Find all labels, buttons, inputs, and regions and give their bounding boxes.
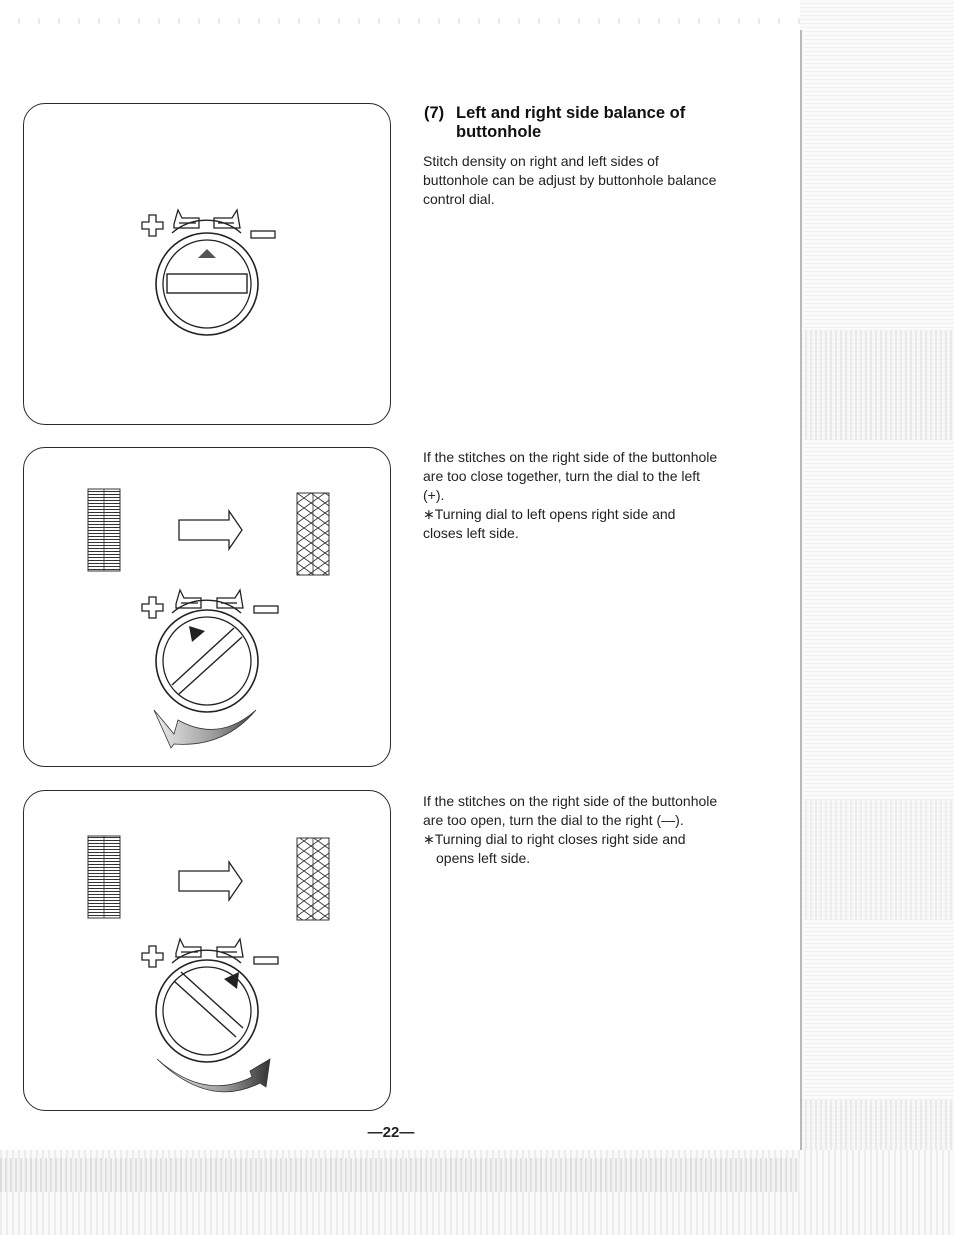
balance-dial-icon	[156, 220, 258, 335]
minus-symbol-icon	[254, 606, 278, 613]
text-line: buttonhole can be adjust by buttonhole balance	[423, 172, 717, 188]
section-title-line-2: buttonhole	[456, 123, 542, 141]
page-edge	[800, 30, 802, 1165]
arrow-right-icon	[179, 862, 242, 900]
note-line: closes left side.	[423, 525, 519, 541]
indicator-triangle-icon	[198, 249, 216, 258]
text-line: (+).	[423, 487, 445, 503]
text-line: are too close together, turn the dial to the left	[423, 468, 701, 484]
dense-stitch-column-icon	[88, 489, 120, 571]
plus-symbol-icon	[142, 215, 163, 236]
balance-dial-neutral-illustration	[24, 104, 392, 426]
text-line: If the stitches on the right side of the buttonhole	[423, 449, 718, 465]
text-line: control dial.	[423, 191, 495, 207]
text-line: Stitch density on right and left sides of	[423, 153, 659, 169]
page-number: —22—	[367, 1124, 415, 1141]
note-line: ∗Turning dial to left opens right side and	[423, 506, 676, 522]
note-line: ∗Turning dial to right closes right side and	[423, 831, 686, 847]
section-title-line-1: Left and right side balance of	[456, 104, 686, 122]
too-close-paragraph	[423, 448, 753, 543]
buttonhole-wide-icon	[174, 210, 199, 228]
section-heading	[424, 104, 754, 142]
illustration-panel-turn-right	[23, 790, 391, 1111]
open-stitch-column-icon	[297, 493, 329, 575]
buttonhole-wide-icon	[176, 590, 201, 608]
text-line: If the stitches on the right side of the buttonhole	[423, 793, 718, 809]
plus-symbol-icon	[142, 597, 163, 618]
open-stitch-column-icon	[297, 838, 329, 920]
balance-dial-left-illustration	[24, 448, 392, 768]
intro-paragraph	[423, 152, 753, 209]
too-open-paragraph	[423, 792, 753, 868]
balance-dial-right-illustration	[24, 791, 392, 1112]
scan-background-right	[800, 0, 954, 1235]
balance-dial-icon	[156, 600, 258, 712]
counterclockwise-arrow-icon	[154, 710, 256, 748]
arrow-right-icon	[179, 511, 242, 549]
balance-dial-icon	[156, 950, 258, 1062]
buttonhole-narrow-icon	[214, 210, 240, 228]
scan-speckle	[0, 18, 800, 24]
illustration-panel-turn-left	[23, 447, 391, 767]
illustration-panel-neutral	[23, 103, 391, 425]
minus-symbol-icon	[251, 231, 275, 238]
buttonhole-wide-icon	[176, 939, 201, 957]
minus-symbol-icon	[254, 957, 278, 964]
plus-symbol-icon	[142, 946, 163, 967]
clockwise-arrow-icon	[157, 1059, 270, 1092]
scan-background-bottom	[0, 1150, 954, 1235]
buttonhole-narrow-icon	[217, 939, 243, 957]
note-line: opens left side.	[436, 850, 531, 866]
text-line: are too open, turn the dial to the right (—).	[423, 812, 684, 828]
indicator-triangle-icon	[189, 626, 205, 642]
dense-stitch-column-icon	[88, 836, 120, 918]
section-number: (7)	[424, 104, 445, 122]
